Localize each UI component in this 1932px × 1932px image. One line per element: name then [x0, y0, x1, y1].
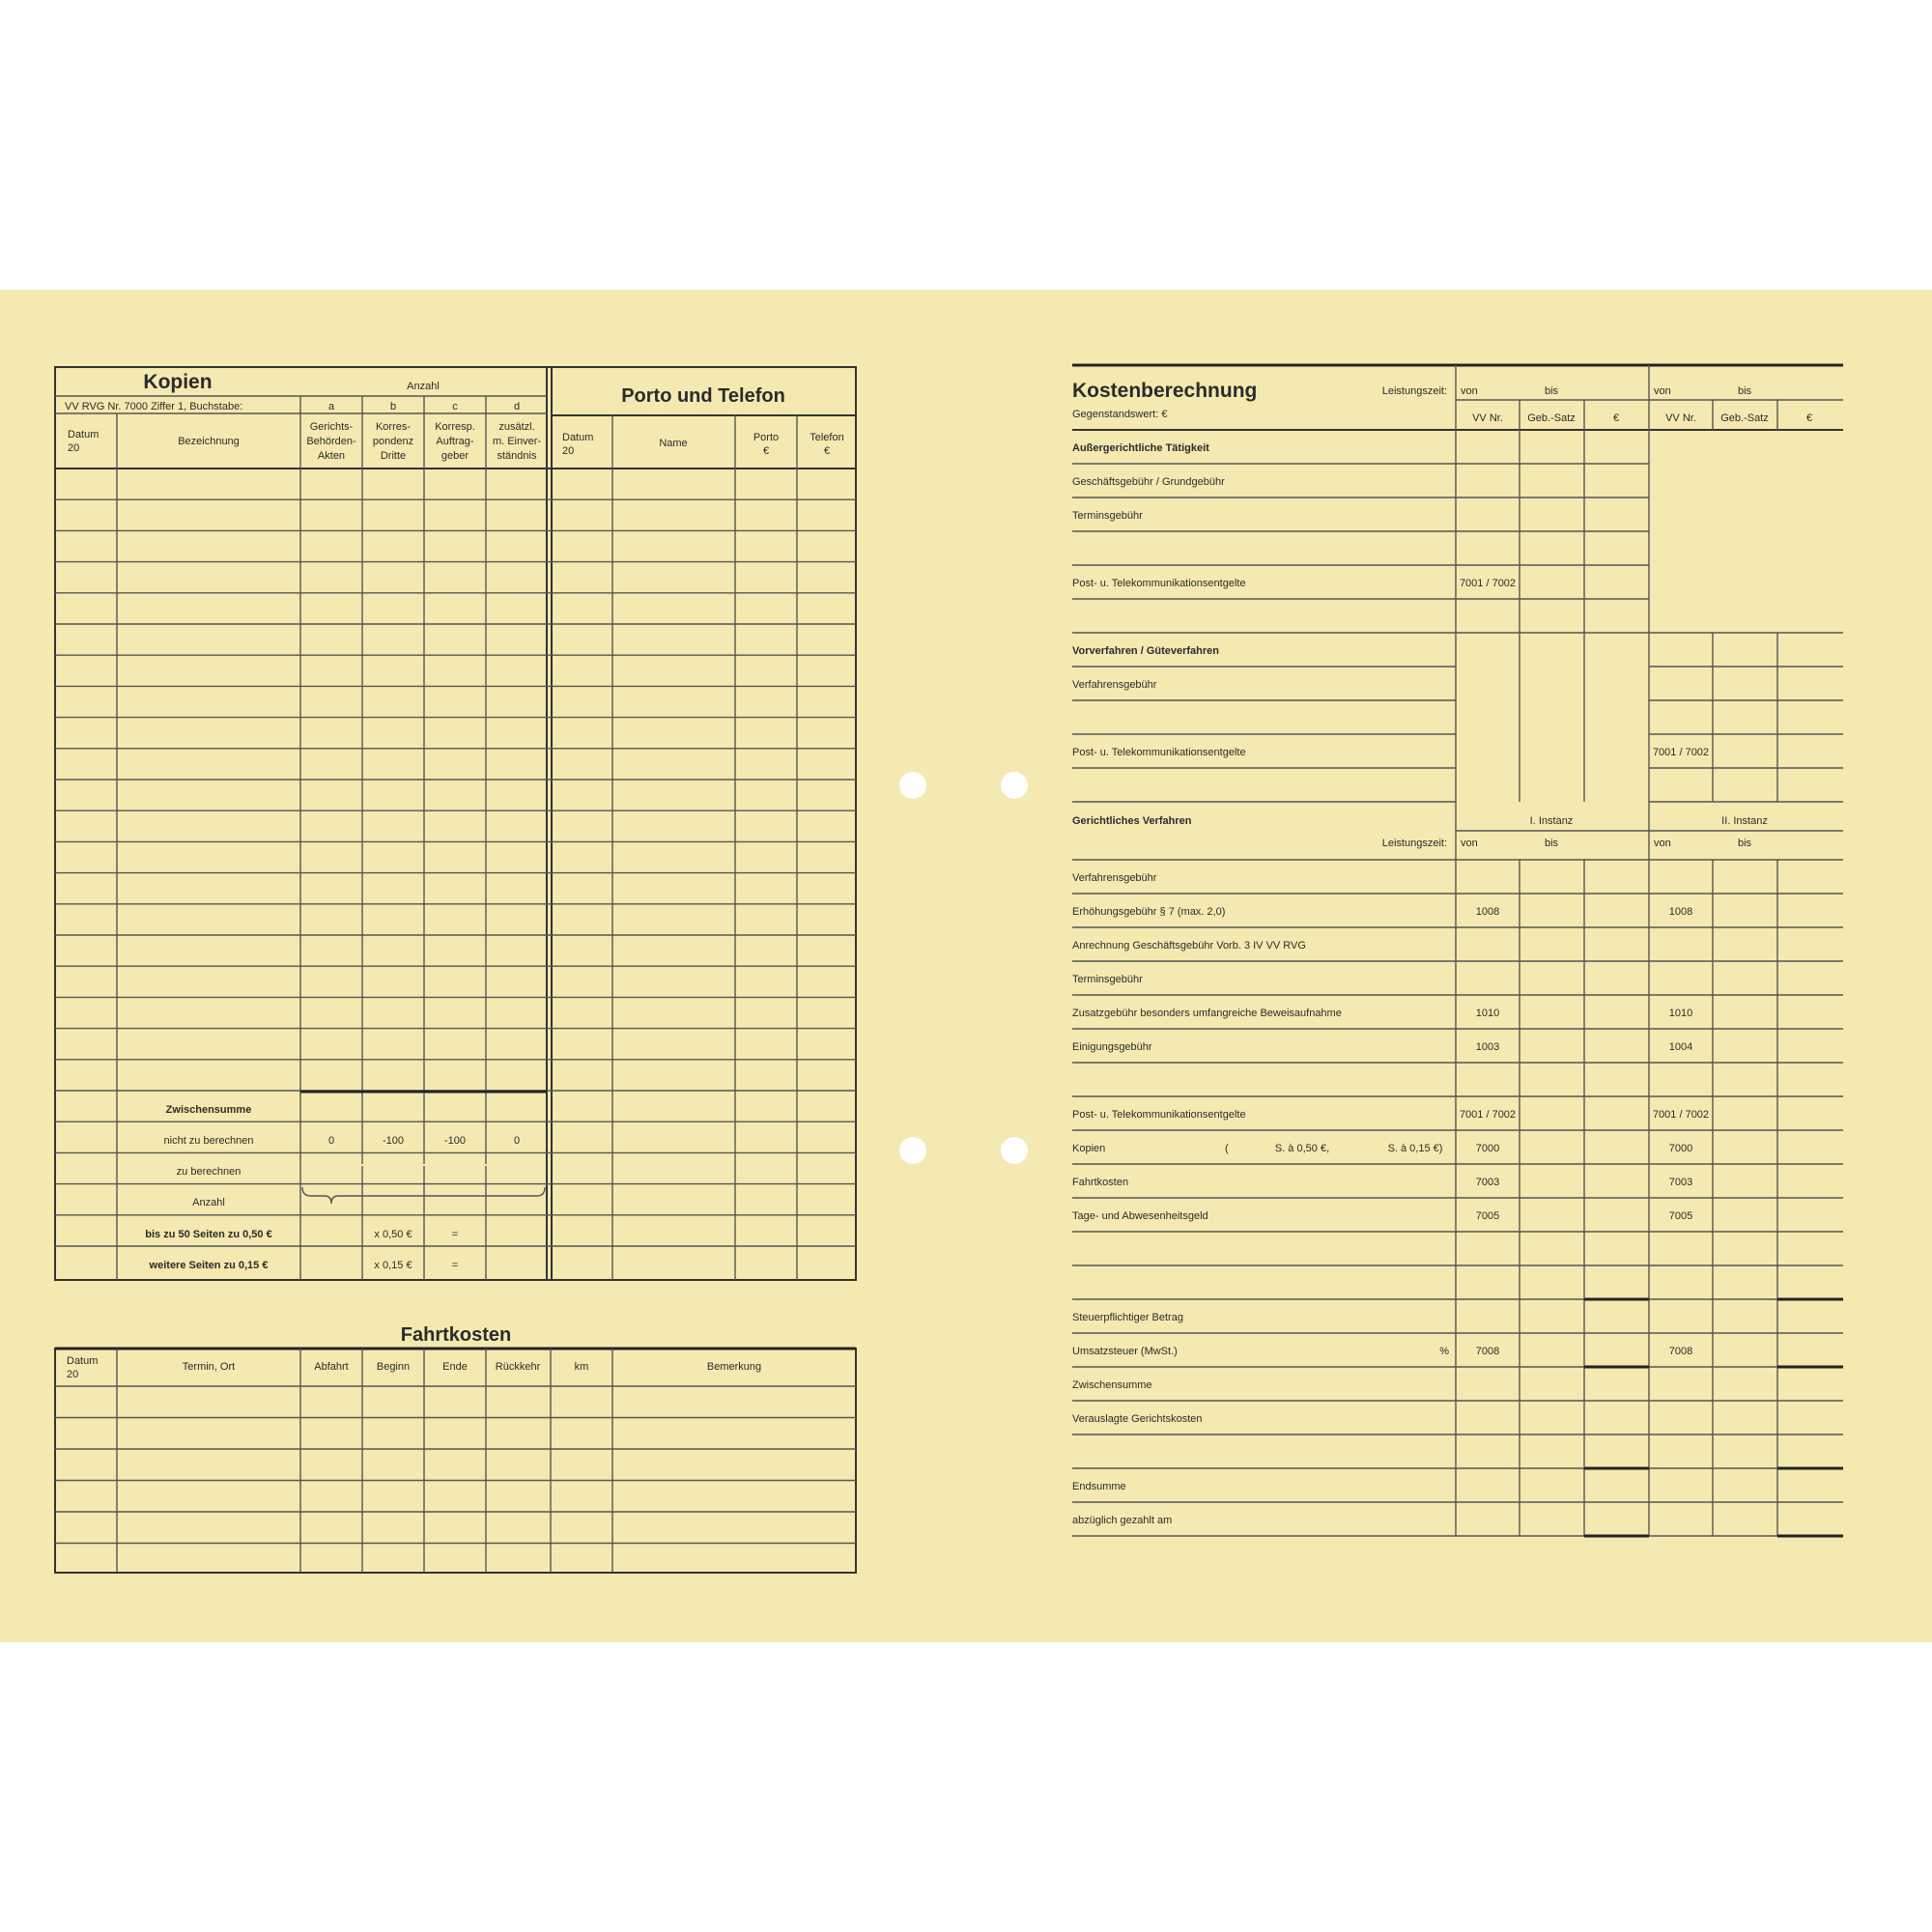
row-label: Verauslagte Gerichtskosten [1072, 1413, 1203, 1425]
nicht-value: -100 [443, 1135, 467, 1147]
gerichtlich-label: Gerichtliches Verfahren [1072, 815, 1192, 827]
kopien-title: Kopien [143, 371, 213, 393]
row-label: Anrechnung Geschäftsgebühr Vorb. 3 IV VV RVG [1072, 940, 1306, 952]
fahrt-column-header: Beginn [376, 1361, 411, 1373]
vv-number: 7008 [1475, 1346, 1500, 1357]
vv-number: 7001 / 7002 [1652, 1109, 1710, 1121]
kopien-subtitle: VV RVG Nr. 7000 Ziffer 1, Buchstabe: [65, 401, 243, 412]
fahrt-frame [55, 1349, 856, 1573]
leistungszeit-label: Leistungszeit: [1381, 385, 1447, 397]
kosten-rows [1072, 442, 1709, 1526]
bis-label: bis [1737, 385, 1752, 397]
vv-number: 7003 [1668, 1177, 1693, 1188]
vv-number: 7000 [1668, 1143, 1693, 1154]
row-label: Zusatzgebühr besonders umfangreiche Beweisaufnahme [1072, 1008, 1342, 1019]
punch-hole [899, 1137, 926, 1164]
vv-number: 7001 / 7002 [1459, 578, 1517, 589]
datum-label: Datum [68, 429, 99, 440]
row-label: Erhöhungsgebühr § 7 (max. 2,0) [1072, 906, 1226, 918]
row-label: Terminsgebühr [1072, 974, 1143, 985]
weitere-label: weitere Seiten zu 0,15 € [149, 1260, 269, 1271]
gebsatz-label: Geb.-Satz [1720, 412, 1769, 424]
fahrt-row-lines [55, 1386, 856, 1544]
row-label: Post- u. Telekommunikationsentgelte [1072, 578, 1246, 589]
instanz2-label: II. Instanz [1721, 815, 1768, 827]
nicht-value: -100 [382, 1135, 405, 1147]
instanz1-label: I. Instanz [1529, 815, 1574, 827]
telefon-euro: € [823, 445, 831, 457]
row-label: Endsumme [1072, 1481, 1126, 1492]
vv-number: 1010 [1668, 1008, 1693, 1019]
column-header: Auftrag- [436, 436, 474, 447]
fahrt-title: Fahrtkosten [400, 1324, 512, 1346]
nicht-zu-berechnen-label: nicht zu berechnen [163, 1135, 254, 1147]
euro-label: € [1612, 412, 1620, 424]
bis-label: bis [1737, 838, 1752, 849]
mask [302, 1164, 546, 1166]
vv-number: 1008 [1668, 906, 1693, 918]
column-header: Korresp. [435, 421, 475, 433]
leistungszeit-label: Leistungszeit: [1381, 838, 1447, 849]
form-sheet [0, 290, 1932, 1642]
name-label: Name [659, 438, 688, 449]
anzahl-label: Anzahl [407, 381, 440, 392]
von-label: von [1461, 385, 1478, 397]
row-label: abzüglich gezahlt am [1072, 1515, 1173, 1526]
letter-header: a [327, 401, 335, 412]
fahrt-column-header: Abfahrt [314, 1361, 349, 1373]
fahrt-column-headers [183, 1361, 761, 1373]
column-header: m. Einver- [492, 436, 542, 447]
letter-header: c [452, 401, 458, 412]
zwischensumme-label: Zwischensumme [165, 1104, 252, 1116]
telefon-label: Telefon [810, 432, 844, 443]
row-label: Geschäftsgebühr / Grundgebühr [1072, 476, 1225, 488]
x050-label: x 0,50 € [374, 1229, 412, 1240]
column-header: ständnis [497, 450, 537, 462]
percent-sign: % [1439, 1346, 1449, 1357]
fahrt-column-header: Bemerkung [706, 1361, 762, 1373]
kosten-title: Kostenberechnung [1072, 380, 1258, 402]
row-label: Terminsgebühr [1072, 510, 1143, 522]
vvnr-label: VV Nr. [1665, 412, 1696, 424]
punch-hole [1001, 772, 1028, 799]
vv-number: 7008 [1668, 1346, 1693, 1357]
kopien-rate: S. à 0,15 €) [1387, 1143, 1443, 1154]
porto-euro: € [762, 445, 770, 457]
x015-label: x 0,15 € [374, 1260, 412, 1271]
gegenstandswert-label: Gegenstandswert: € [1072, 409, 1168, 420]
bis50-label: bis zu 50 Seiten zu 0,50 € [145, 1229, 272, 1240]
row-label: Steuerpflichtiger Betrag [1072, 1312, 1183, 1323]
row-label: Post- u. Telekommunikationsentgelte [1072, 747, 1246, 758]
vv-number: 7000 [1475, 1143, 1500, 1154]
fahrt-datum-label: Datum [67, 1355, 99, 1367]
bis-label: bis [1544, 385, 1559, 397]
row-label: Kopien [1072, 1143, 1106, 1154]
row-label: Tage- und Abwesenheitsgeld [1072, 1210, 1208, 1222]
euro-label: € [1805, 412, 1813, 424]
datum-year: 20 [68, 442, 80, 454]
row-label: Verfahrensgebühr [1072, 872, 1157, 884]
kopien-paren: ( [1225, 1143, 1229, 1154]
letter-header: d [513, 401, 521, 412]
kopien-rate: S. à 0,50 €, [1274, 1143, 1330, 1154]
vv-number: 7001 / 7002 [1459, 1109, 1517, 1121]
form-drawing [0, 290, 1932, 1642]
column-header: pondenz [372, 436, 414, 447]
nicht-value: 0 [327, 1135, 335, 1147]
column-header: Gerichts- [309, 421, 354, 433]
row-label: Zwischensumme [1072, 1379, 1152, 1391]
letter-header: b [389, 401, 397, 412]
punch-hole [899, 772, 926, 799]
porto-label: Porto [753, 432, 780, 443]
row-label: Fahrtkosten [1072, 1177, 1129, 1188]
equals-sign: = [451, 1229, 459, 1240]
column-header: Behörden- [306, 436, 356, 447]
punch-hole [1001, 1137, 1028, 1164]
column-header: geber [440, 450, 469, 462]
anzahl-row-label: Anzahl [192, 1197, 225, 1208]
vv-number: 7003 [1475, 1177, 1500, 1188]
vv-number: 7005 [1475, 1210, 1500, 1222]
zu-berechnen-label: zu berechnen [176, 1166, 242, 1178]
row-label: Umsatzsteuer (MwSt.) [1072, 1346, 1178, 1357]
vv-number: 1010 [1475, 1008, 1500, 1019]
vv-number: 1008 [1475, 906, 1500, 918]
gebsatz-label: Geb.-Satz [1527, 412, 1576, 424]
fahrt-table [55, 1349, 856, 1573]
row-label: Verfahrensgebühr [1072, 679, 1157, 691]
von-label: von [1654, 838, 1671, 849]
bezeichnung-label: Bezeichnung [178, 436, 240, 447]
vvnr-label: VV Nr. [1472, 412, 1503, 424]
row-label: Vorverfahren / Güteverfahren [1072, 645, 1220, 657]
vv-number: 7005 [1668, 1210, 1693, 1222]
fahrt-column-header: Termin, Ort [182, 1361, 236, 1373]
vv-number: 1004 [1668, 1041, 1693, 1053]
fahrt-column-header: Ende [442, 1361, 468, 1373]
column-header: zusätzl. [498, 421, 535, 433]
von-label: von [1654, 385, 1671, 397]
column-header: Dritte [380, 450, 407, 462]
von-label: von [1461, 838, 1478, 849]
row-label: Einigungsgebühr [1072, 1041, 1152, 1053]
row-label: Außergerichtliche Tätigkeit [1072, 442, 1209, 454]
vv-number: 1003 [1475, 1041, 1500, 1053]
porto-title: Porto und Telefon [621, 385, 785, 407]
fahrt-datum-year: 20 [67, 1369, 79, 1380]
vv-number: 7001 / 7002 [1652, 747, 1710, 758]
porto-datum-label: Datum [562, 432, 594, 443]
column-header: Akten [317, 450, 346, 462]
equals-sign: = [451, 1260, 459, 1271]
row-label: Post- u. Telekommunikationsentgelte [1072, 1109, 1246, 1121]
nicht-value: 0 [513, 1135, 521, 1147]
column-header: Korres- [375, 421, 412, 433]
bis-label: bis [1544, 838, 1559, 849]
fahrt-column-header: Rückkehr [495, 1361, 541, 1373]
fahrt-column-header: km [574, 1361, 589, 1373]
porto-datum-year: 20 [562, 445, 575, 457]
